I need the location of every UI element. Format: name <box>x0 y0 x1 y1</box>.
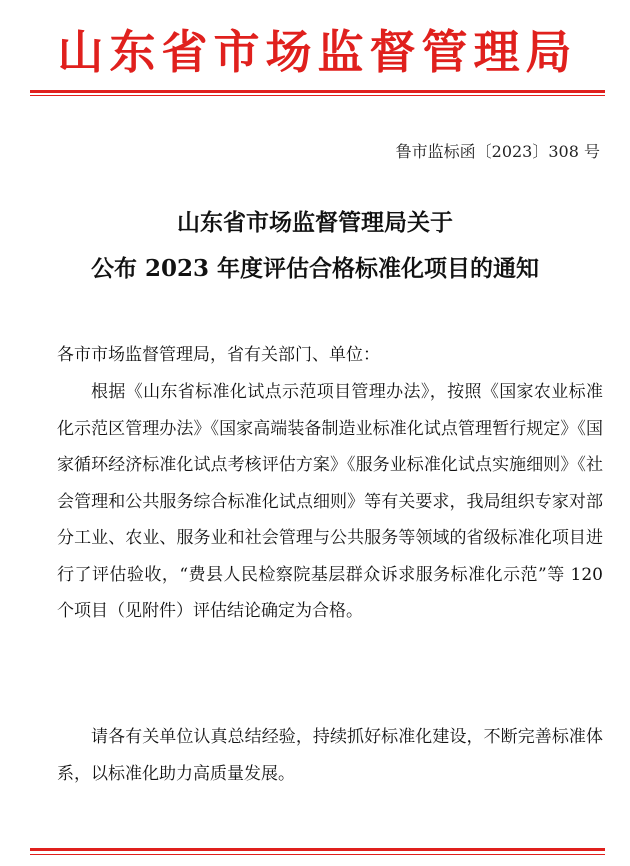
salutation: 各市市场监督管理局，省有关部门、单位： <box>57 345 380 365</box>
footer-divider-thick <box>30 848 605 851</box>
document-number: 鲁市监标函〔2023〕308 号 <box>395 142 600 161</box>
issuer-masthead: 山东省市场监督管理局 <box>57 25 578 79</box>
document-title-line-1: 山东省市场监督管理局关于 <box>177 209 453 236</box>
body-paragraph-2: 请各有关单位认真总结经验，持续抓好标准化建设，不断完善标准体系，以标准化助力高质量发展。 <box>57 727 603 784</box>
masthead-divider-thick <box>30 90 605 93</box>
document-title-line-2: 公布 2023 年度评估合格标准化项目的通知 <box>90 255 540 282</box>
footer-divider-thin <box>30 854 605 855</box>
masthead-divider-thin <box>30 95 605 96</box>
body-paragraph-1: 根据《山东省标准化试点示范项目管理办法》，按照《国家农业标准化示范区管理办法》《国家高端装备制造业标准化试点管理暂行规定》《国家循环经济标准化试点考核评估方案》《服务业标准化试点实施细则》《社会管理和公共服务综合标准化试点细则》等有关要求，我局组织专家对部分工业、农业、服务业和社会管理与公共服务等领域的省级标准化项目进行了评估验收，“费县人民检察院基层群众诉求服务标准化示范”等 120 个项目（见附件）评估结论确定为合格。 <box>57 382 603 621</box>
